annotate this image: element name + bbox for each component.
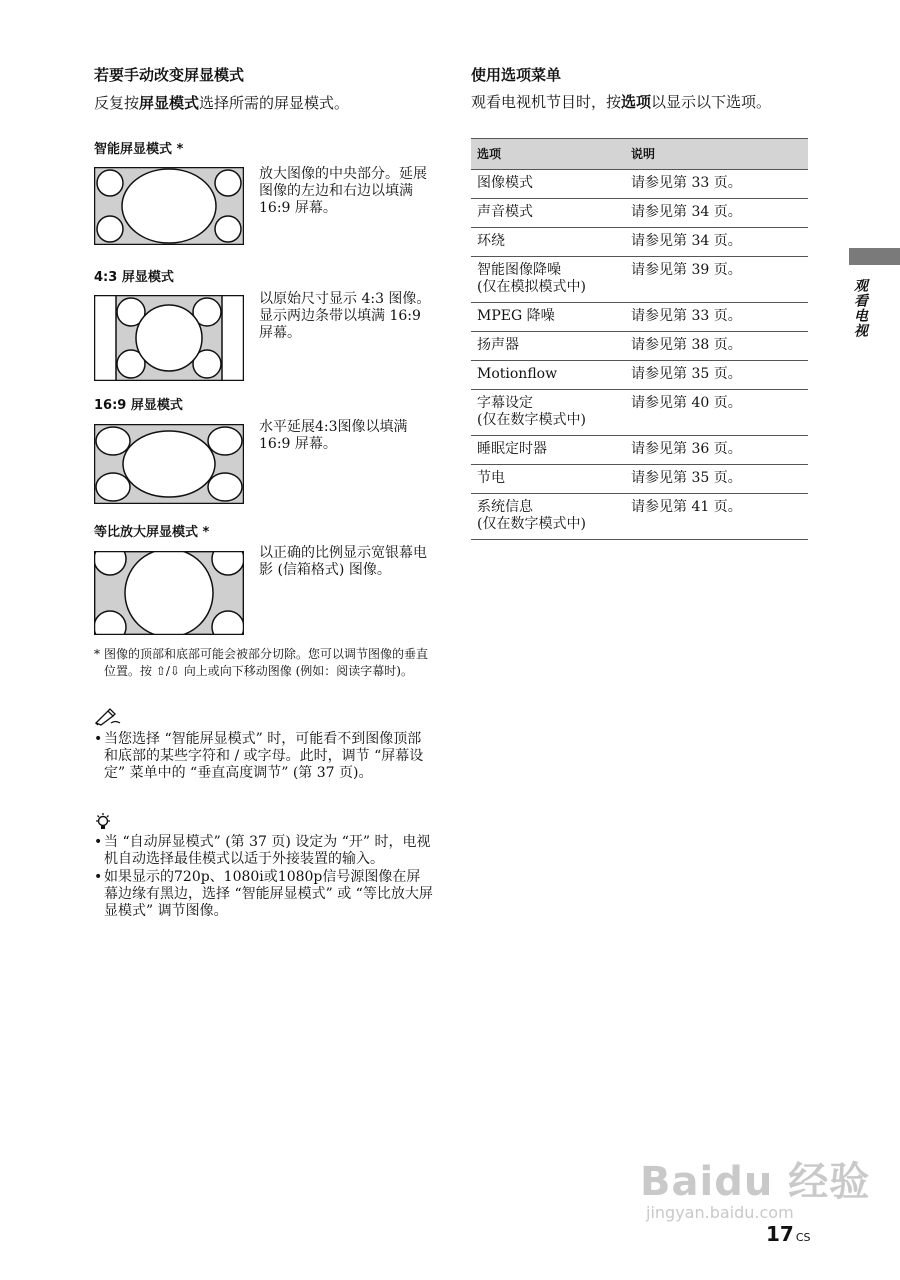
header-option: 选项 (471, 139, 625, 170)
zoom-mode-diagram (94, 551, 244, 629)
watermark (640, 1150, 870, 1222)
manual-mode-intro: 反复按屏显模式选择所需的屏显模式。 (94, 94, 350, 112)
option-ref-cell: 请参见第 35 页。 (625, 361, 808, 390)
option-ref-cell: 请参见第 41 页。 (625, 494, 808, 540)
option-name-cell: 声音模式 (471, 199, 625, 228)
option-ref-cell: 请参见第 39 页。 (625, 257, 808, 303)
option-name-cell: MPEG 降噪 (471, 303, 625, 332)
watermark-url: jingyan.baidu.com (646, 1203, 794, 1222)
note-list (94, 731, 434, 783)
option-ref-cell: 请参见第 34 页。 (625, 228, 808, 257)
section-heading-manual-mode: 若要手动改变屏显模式 (94, 66, 245, 84)
footnote-text: 图像的顶部和底部可能会被部分切除。您可以调节图像的垂直位置。按 ⇧/⇩ 向上或向下移动图像 (例如：阅读字幕时)。 (104, 647, 429, 678)
table-row (471, 361, 808, 390)
table-row (471, 257, 808, 303)
option-name-cell: 系统信息 (仅在数字模式中) (471, 494, 625, 540)
table-row (471, 465, 808, 494)
option-ref-cell: 请参见第 38 页。 (625, 332, 808, 361)
side-tab-marker (849, 248, 900, 265)
mode-desc-zoom: 以正确的比例显示宽银幕电影 (信箱格式) 图像。 (259, 545, 427, 578)
footnote (94, 646, 434, 680)
option-name-cell: 智能图像降噪 (仅在模拟模式中) (471, 257, 625, 303)
table-row (471, 436, 808, 465)
tip-list (94, 834, 434, 921)
mode-title-zoom: 等比放大屏显模式 * (94, 525, 210, 540)
option-ref-cell: 请参见第 33 页。 (625, 170, 808, 199)
tip-item: • 当 “自动屏显模式” (第 37 页) 设定为 “开” 时，电视机自动选择最佳模式以适于外接装置的输入。 (94, 834, 434, 868)
table-row (471, 494, 808, 540)
options-table (471, 138, 808, 540)
table-row (471, 228, 808, 257)
option-ref-cell: 请参见第 35 页。 (625, 465, 808, 494)
option-name-cell: 扬声器 (471, 332, 625, 361)
16-9-mode-diagram (94, 424, 244, 502)
header-description: 说明 (625, 139, 808, 170)
table-row (471, 199, 808, 228)
options-intro: 观看电视机节目时，按选项以显示以下选项。 (471, 93, 772, 111)
table-row (471, 332, 808, 361)
option-ref-cell: 请参见第 34 页。 (625, 199, 808, 228)
mode-title-16-9: 16:9 屏显模式 (94, 398, 183, 413)
option-name-cell: 睡眠定时器 (471, 436, 625, 465)
note-item: • 当您选择 “智能屏显模式” 时，可能看不到图像顶部和底部的某些字符和 / 或字母。此时，调节 “屏幕设定” 菜单中的 “垂直高度调节” (第 37 页)。 (94, 731, 434, 782)
option-ref-cell: 请参见第 33 页。 (625, 303, 808, 332)
watermark-logo: Baidu 经验 (640, 1159, 871, 1205)
table-row (471, 170, 808, 199)
mode-desc-smart: 放大图像的中央部分。延展图像的左边和右边以填满 16:9 屏幕。 (259, 166, 427, 216)
4-3-mode-diagram (94, 295, 244, 373)
page-number: 17 CS (766, 1222, 811, 1246)
lightbulb-icon (94, 812, 114, 836)
option-name-cell: Motionflow (471, 361, 625, 390)
mode-desc-4-3: 以原始尺寸显示 4:3 图像。显示两边条带以填满 16:9 屏幕。 (259, 291, 431, 341)
section-heading-options: 使用选项菜单 (471, 66, 562, 84)
option-name-cell: 节电 (471, 465, 625, 494)
side-section-label: 观看电视 (852, 278, 868, 338)
option-ref-cell: 请参见第 40 页。 (625, 390, 808, 436)
mode-title-smart: 智能屏显模式 * (94, 142, 184, 157)
table-row (471, 303, 808, 332)
tip-item: • 如果显示的720p、1080i或1080p信号源图像在屏幕边缘有黑边，选择 “智能屏显模式” 或 “等比放大屏显模式” 调节图像。 (94, 869, 434, 920)
option-name-cell: 环绕 (471, 228, 625, 257)
table-header-row (471, 139, 808, 170)
options-table-body (471, 170, 808, 540)
option-name-cell: 图像模式 (471, 170, 625, 199)
option-ref-cell: 请参见第 36 页。 (625, 436, 808, 465)
smart-mode-diagram (94, 167, 244, 245)
table-row (471, 390, 808, 436)
mode-title-4-3: 4:3 屏显模式 (94, 270, 174, 285)
option-name-cell: 字幕设定 (仅在数字模式中) (471, 390, 625, 436)
footnote-mark: * (94, 647, 100, 661)
pencil-icon (94, 708, 122, 730)
mode-desc-16-9: 水平延展4:3图像以填满16:9 屏幕。 (259, 419, 408, 452)
